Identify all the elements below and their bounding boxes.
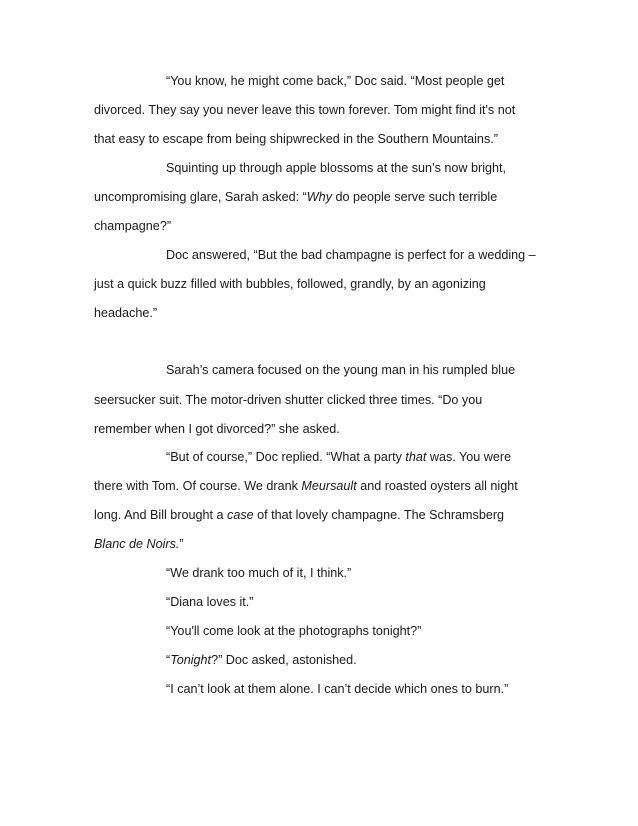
text-run: champagne?” xyxy=(94,219,172,233)
text-run: seersucker suit. The motor-driven shutter clicked three times. “Do you xyxy=(94,393,483,407)
text-line xyxy=(166,73,504,89)
text-run: of that lovely champagne. The Schramsberg xyxy=(253,508,505,522)
text-line xyxy=(166,681,508,697)
text-run: Sarah’s camera focused on the young man in his rumpled blue xyxy=(166,363,516,377)
italic-text-run: Blanc de Noirs. xyxy=(94,537,180,551)
italic-text-run: Meursault xyxy=(301,479,357,493)
text-line xyxy=(94,218,171,234)
text-line xyxy=(166,247,536,263)
text-run: ” xyxy=(179,537,184,551)
text-line xyxy=(166,623,421,639)
text-run: “We drank too much of it, I think.” xyxy=(166,566,352,580)
text-line xyxy=(94,392,482,408)
text-line xyxy=(94,189,497,205)
text-line xyxy=(94,421,340,437)
text-run: there with Tom. Of course. We drank xyxy=(94,479,302,493)
text-line xyxy=(94,102,515,118)
text-run: “ xyxy=(166,653,171,667)
italic-text-run: Why xyxy=(306,190,332,204)
text-run: uncompromising glare, Sarah asked: “ xyxy=(94,190,307,204)
text-run: Squinting up through apple blossoms at the sun’s now bright, xyxy=(166,161,507,175)
text-run: just a quick buzz filled with bubbles, followed, grandly, by an agonizing xyxy=(94,277,486,291)
text-run: and roasted oysters all night xyxy=(356,479,518,493)
text-line xyxy=(94,131,498,147)
text-run: Doc answered, “But the bad champagne is perfect for a wedding – xyxy=(166,248,536,262)
italic-text-run: case xyxy=(227,508,254,522)
text-line xyxy=(166,160,506,176)
text-line xyxy=(94,536,184,552)
text-run: headache.” xyxy=(94,306,158,320)
text-line xyxy=(94,478,518,494)
text-run: was. You were xyxy=(426,450,512,464)
text-run: “You know, he might come back,” Doc said. “Most people get xyxy=(166,74,505,88)
text-line xyxy=(94,507,504,523)
text-run: ?” Doc asked, astonished. xyxy=(211,653,357,667)
text-run: “But of course,” Doc replied. “What a party xyxy=(166,450,406,464)
text-line xyxy=(94,305,157,321)
text-line xyxy=(166,594,254,610)
text-run: “Diana loves it.” xyxy=(166,595,254,609)
text-run: that easy to escape from being shipwrecked in the Southern Mountains.” xyxy=(94,132,498,146)
text-run: “I can’t look at them alone. I can’t decide which ones to burn.” xyxy=(166,682,509,696)
text-run: “You'll come look at the photographs tonight?” xyxy=(166,624,422,638)
text-line xyxy=(166,565,351,581)
text-run: remember when I got divorced?” she asked. xyxy=(94,422,340,436)
text-line xyxy=(166,362,515,378)
text-line xyxy=(94,276,486,292)
text-line xyxy=(166,652,357,668)
text-line xyxy=(166,449,511,465)
text-run: long. And Bill brought a xyxy=(94,508,228,522)
italic-text-run: that xyxy=(405,450,427,464)
text-run: do people serve such terrible xyxy=(331,190,498,204)
text-run: divorced. They say you never leave this town forever. Tom might find it's not xyxy=(94,103,516,117)
italic-text-run: Tonight xyxy=(170,653,212,667)
